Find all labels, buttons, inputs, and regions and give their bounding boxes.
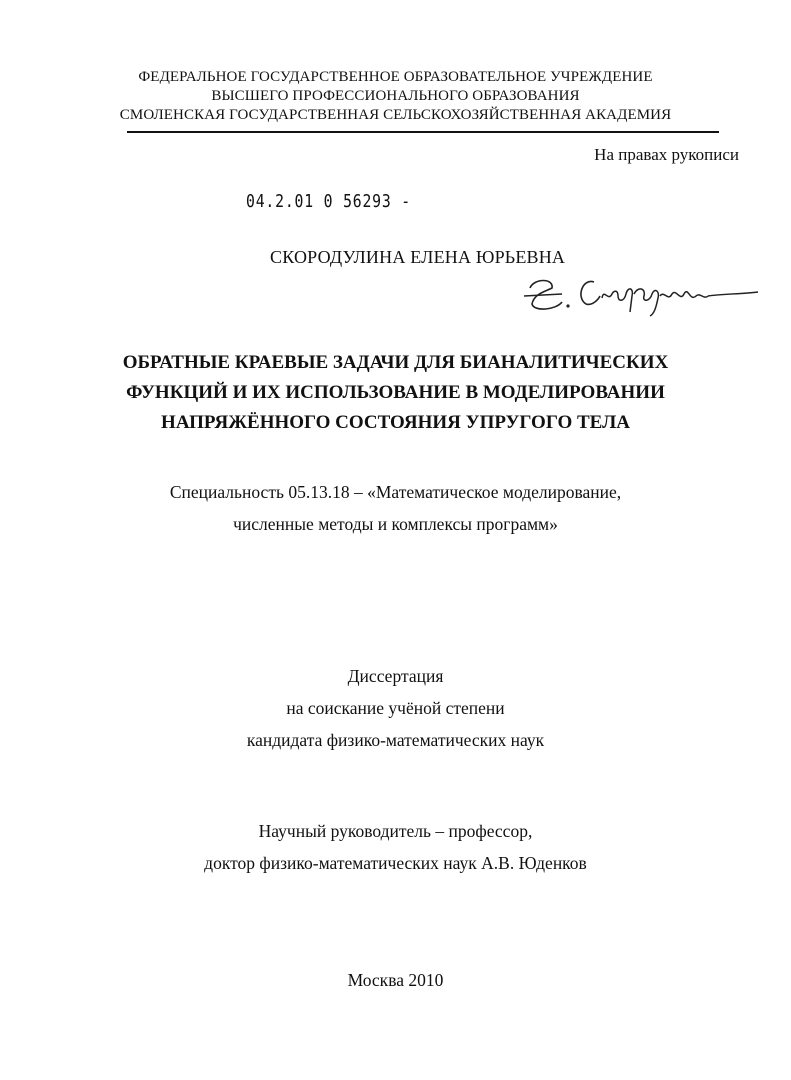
registration-number: 04.2.01 0 56293 - [246, 191, 412, 212]
author-name: СКОРОДУЛИНА ЕЛЕНА ЮРЬЕВНА [270, 247, 566, 267]
institution-header [0, 68, 791, 125]
rights-note: На правах рукописи [594, 145, 739, 164]
city-year: Москва 2010 [347, 970, 444, 990]
author-signature [522, 268, 762, 318]
institution-line-1: ФЕДЕРАЛЬНОЕ ГОСУДАРСТВЕННОЕ ОБРАЗОВАТЕЛЬНОЕ УЧРЕЖДЕНИЕ [138, 69, 653, 85]
degree-line-1: Диссертация [347, 666, 444, 686]
degree-line-3: кандидата физико-математических наук [246, 730, 545, 750]
degree-line-2: на соискание учёной степени [286, 698, 505, 718]
title-line-3: НАПРЯЖЁННОГО СОСТОЯНИЯ УПРУГОГО ТЕЛА [161, 412, 630, 433]
specialty-line-2: численные методы и комплексы программ» [233, 514, 558, 534]
specialty [0, 476, 791, 540]
supervisor-line-1: Научный руководитель – профессор, [258, 821, 533, 841]
supervisor-line-2: доктор физико-математических наук А.В. Юденков [204, 853, 587, 873]
title-line-1: ОБРАТНЫЕ КРАЕВЫЕ ЗАДАЧИ ДЛЯ БИАНАЛИТИЧЕСКИХ [122, 352, 669, 373]
supervisor [0, 815, 791, 879]
specialty-line-1: Специальность 05.13.18 – «Математическое моделирование, [169, 482, 622, 502]
title-line-2: ФУНКЦИЙ И ИХ ИСПОЛЬЗОВАНИЕ В МОДЕЛИРОВАНИИ [126, 382, 665, 403]
degree-statement [0, 660, 791, 756]
header-divider [127, 131, 719, 133]
dissertation-title [0, 348, 791, 438]
institution-line-2: ВЫСШЕГО ПРОФЕССИОНАЛЬНОГО ОБРАЗОВАНИЯ [211, 88, 580, 104]
institution-line-3: СМОЛЕНСКАЯ ГОСУДАРСТВЕННАЯ СЕЛЬСКОХОЗЯЙСТВЕННАЯ АКАДЕМИЯ [119, 107, 672, 123]
